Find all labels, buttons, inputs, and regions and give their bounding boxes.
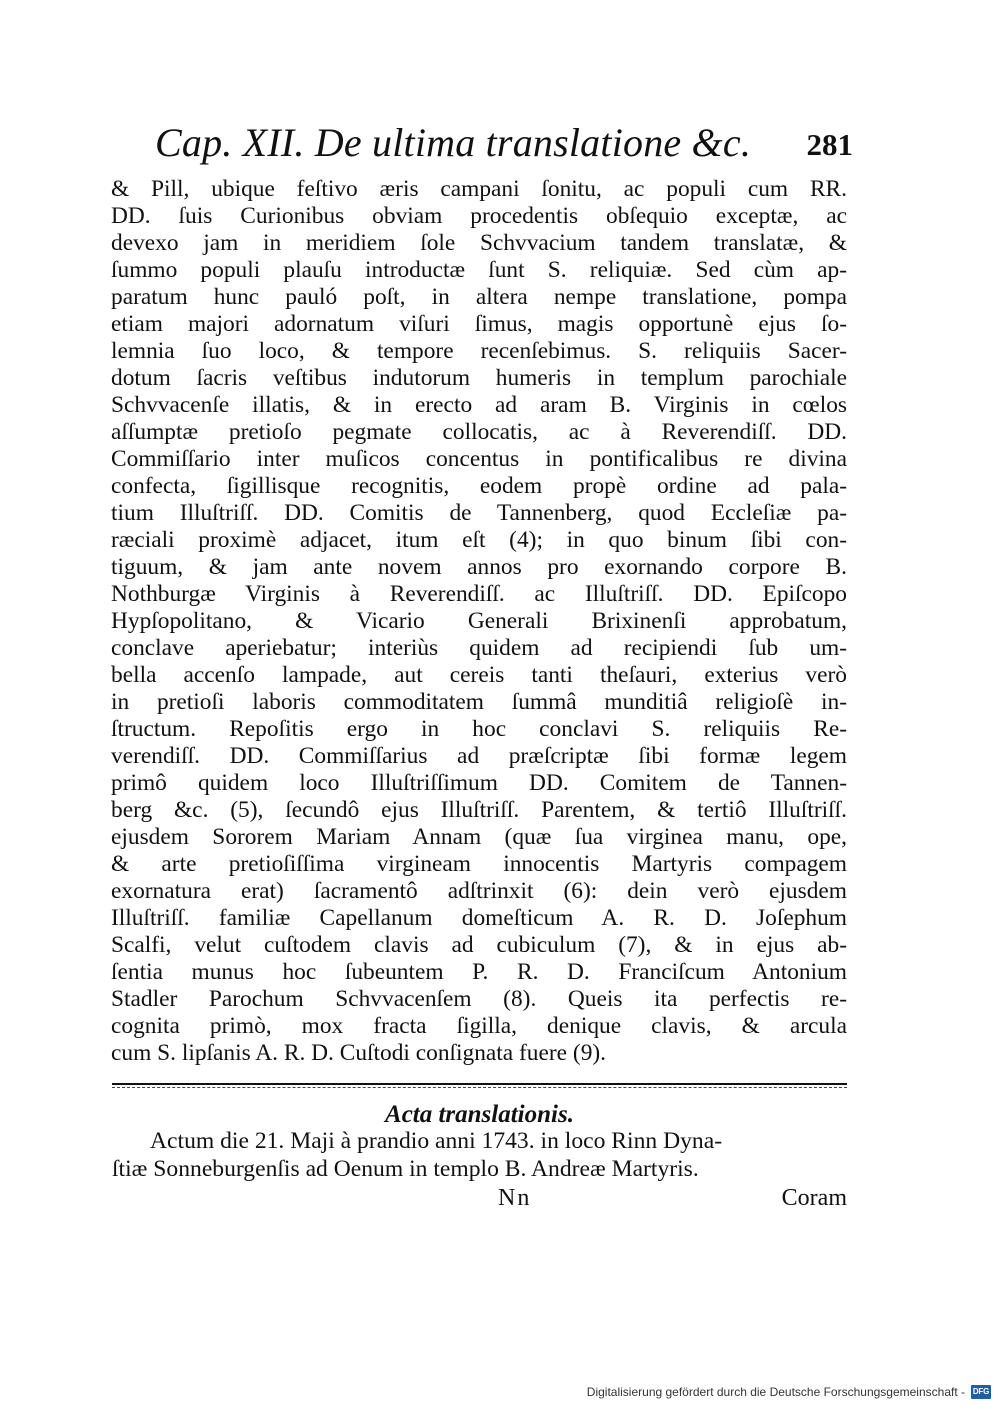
text-line-28: Illuſtriſſ. familiæ Capellanum domeſticum A. R. D. Joſephum <box>111 905 847 931</box>
section-title: Acta translationis. <box>385 1101 574 1128</box>
text-line-11: Commiſſario inter muſicos concentus in pontificalibus re divina <box>111 446 847 472</box>
text-line-3: devexo jam in meridiem ſole Schvvacium tandem translatæ, & <box>111 230 847 256</box>
text-line-12: confecta, ſigillisque recognitis, eodem propè ordine ad pala- <box>111 473 847 499</box>
text-line-18: conclave aperiebatur; interiùs quidem ad recipiendi ſub um- <box>111 635 847 661</box>
main-text <box>111 176 847 1067</box>
text-line-5: paratum hunc pauló poſt, in altera nempe translatione, pompa <box>111 284 847 310</box>
text-line-16: Nothburgæ Virginis à Reverendiſſ. ac Illuſtriſſ. DD. Epiſcopo <box>111 581 847 607</box>
text-line-29: Scalfi, velut cuſtodem clavis ad cubiculum (7), & in ejus ab- <box>111 932 847 958</box>
text-line-19: bella accenſo lampade, aut cereis tanti theſauri, exterius verò <box>111 662 847 688</box>
text-line-32: cognita primò, mox fracta ſigilla, denique clavis, & arcula <box>111 1013 847 1039</box>
text-line-33: cum S. lipſanis A. R. D. Cuſtodi conſignata fuere (9). <box>111 1040 607 1066</box>
text-line-27: exornatura erat) ſacramentô adſtrinxit (6): dein verò ejusdem <box>111 878 847 904</box>
acta-text <box>112 1127 848 1183</box>
digitization-footer <box>587 1382 991 1402</box>
footer-text: Digitalisierung gefördert durch die Deutsche Forschungsgemeinschaft - <box>586 1385 965 1399</box>
text-line-20: in pretioſi laboris commoditatem ſummâ munditiâ religioſè in- <box>111 689 847 715</box>
text-line-6: etiam majori adornatum viſuri ſimus, magis opportunè ejus ſo- <box>111 311 847 337</box>
text-line-13: tium Illuſtriſſ. DD. Comitis de Tannenberg, quod Eccleſiæ pa- <box>111 500 847 526</box>
text-line-8: dotum ſacris veſtibus indutorum humeris in templum parochiale <box>111 365 847 391</box>
text-line-21: ſtructum. Repoſitis ergo in hoc conclavi S. reliquiis Re- <box>111 716 847 742</box>
text-line-2: DD. ſuis Curionibus obviam procedentis obſequio exceptæ, ac <box>111 203 847 229</box>
acta-line-1: Actum die 21. Maji à prandio anni 1743. in loco Rinn Dyna- <box>150 1128 723 1154</box>
text-line-23: primô quidem loco Illuſtriſſimum DD. Comitem de Tannen- <box>111 770 847 796</box>
text-line-25: ejusdem Sororem Mariam Annam (quæ ſua virginea manu, ope, <box>111 824 847 850</box>
text-line-22: verendiſſ. DD. Commiſſarius ad præſcriptæ ſibi formæ legem <box>111 743 847 769</box>
acta-line-2: ſtiæ Sonneburgenſis ad Oenum in templo B. Andreæ Martyris. <box>112 1156 699 1182</box>
text-line-24: berg &c. (5), ſecundô ejus Illuſtriſſ. Parentem, & tertiô Illuſtriſſ. <box>111 797 847 823</box>
text-line-4: ſummo populi plauſu introductæ ſunt S. reliquiæ. Sed cùm ap- <box>111 257 847 283</box>
text-line-15: tiguum, & jam ante novem annos pro exornando corpore B. <box>111 554 847 580</box>
text-line-14: ræciali proximè adjacet, itum eſt (4); in quo binum ſibi con- <box>111 527 847 553</box>
text-line-10: aſſumptæ pretioſo pegmate collocatis, ac à Reverendiſſ. DD. <box>111 419 847 445</box>
text-line-30: ſentia munus hoc ſubeuntem P. R. D. Franciſcum Antonium <box>111 959 847 985</box>
text-line-7: lemnia ſuo loco, & tempore recenſebimus. S. reliquiis Sacer- <box>111 338 847 364</box>
text-line-31: Stadler Parochum Schvvacenſem (8). Queis ita perfectis re- <box>111 986 847 1012</box>
text-line-9: Schvvacenſe illatis, & in erecto ad aram B. Virginis in cœlos <box>111 392 847 418</box>
signature-mark: Nn <box>498 1185 532 1211</box>
page-number: 281 <box>806 127 853 162</box>
text-line-1: & Pill, ubique feſtivo æris campani ſonitu, ac populi cum RR. <box>111 176 847 202</box>
dfg-logo-icon: DFG <box>971 1385 991 1399</box>
catchword: Coram <box>781 1185 847 1211</box>
text-line-26: & arte pretioſiſſima virgineam innocentis Martyris compagem <box>111 851 847 877</box>
running-title: Cap. XII. De ultima translatione &c. <box>155 120 752 165</box>
section-divider <box>112 1083 847 1088</box>
text-line-17: Hypſopolitano, & Vicario Generali Brixinenſi approbatum, <box>111 608 847 634</box>
